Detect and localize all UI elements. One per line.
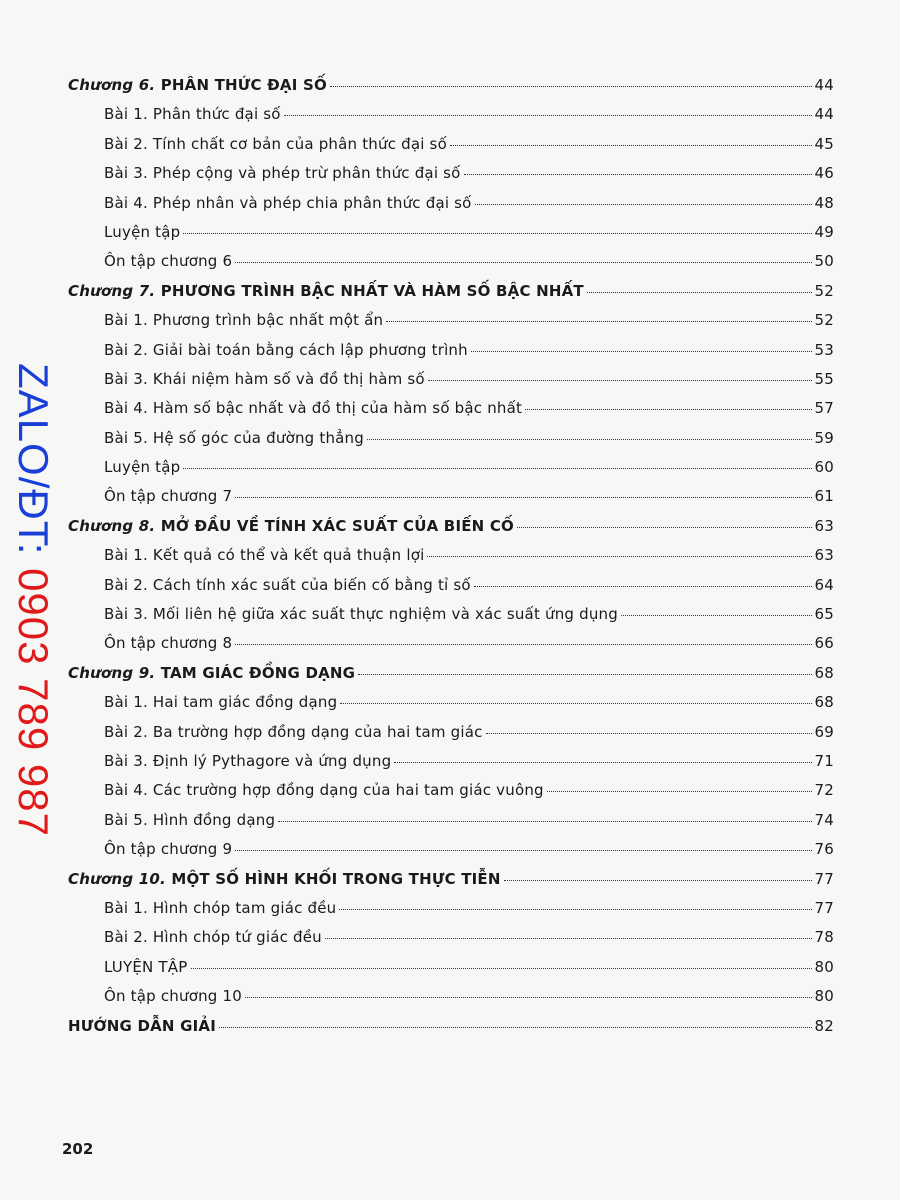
toc-entry-row: [68, 634, 834, 663]
toc-page-number: 65: [814, 605, 834, 624]
dot-leader: [235, 497, 811, 498]
toc-entry-row: [68, 723, 834, 752]
toc-page-number: 74: [814, 810, 834, 829]
chapter-number: Chương 8.: [68, 516, 156, 535]
toc-entry-row: [68, 811, 834, 840]
toc-entry-row: [68, 958, 834, 987]
dot-leader: [386, 321, 811, 322]
dot-leader: [235, 644, 811, 645]
toc-chapter-row: [68, 517, 834, 546]
toc-entry-row: [68, 429, 834, 458]
toc-entry-row: [68, 840, 834, 869]
watermark: [8, 300, 58, 900]
chapter-title: PHÂN THỨC ĐẠI SỐ: [160, 76, 327, 94]
toc-entry-label: [68, 664, 355, 682]
dot-leader: [235, 262, 811, 263]
toc-entry-row: [68, 987, 834, 1016]
toc-entry-label: Luyện tập: [104, 458, 181, 477]
toc-entry-row: [68, 752, 834, 781]
toc-entry-row: [68, 311, 834, 340]
toc-page-number: 63: [814, 516, 834, 535]
toc-page-number: 52: [814, 281, 834, 300]
toc-entry-label: Bài 4. Hàm số bậc nhất và đồ thị của hàm số bậc nhất: [104, 399, 523, 418]
toc-page-number: 61: [814, 487, 834, 506]
toc-page-number: 68: [814, 693, 834, 712]
toc-entry-label: Bài 5. Hệ số góc của đường thẳng: [104, 428, 364, 447]
dot-leader: [428, 380, 812, 381]
toc-page-number: 63: [814, 546, 834, 565]
toc-entry-label: Bài 1. Phương trình bậc nhất một ẩn: [104, 311, 384, 330]
watermark-text: [9, 363, 57, 837]
watermark-phone: 0903 789 987: [10, 568, 57, 837]
toc-page-number: 72: [814, 781, 834, 800]
toc-page-number: 59: [814, 428, 834, 447]
toc-entry-label: [68, 76, 327, 94]
toc-entry-label: Bài 1. Kết quả có thể và kết quả thuận lợi: [104, 546, 425, 565]
dot-leader: [427, 556, 811, 557]
toc-chapter-row: [68, 76, 834, 105]
toc-page-number: 60: [814, 458, 834, 477]
toc-entry-row: [68, 194, 834, 223]
toc-entry-label: Luyện tập: [104, 222, 181, 241]
dot-leader: [394, 762, 811, 763]
toc-page-number: 55: [814, 369, 834, 388]
dot-leader: [474, 586, 812, 587]
dot-leader: [464, 174, 812, 175]
dot-leader: [621, 615, 812, 616]
dot-leader: [547, 791, 812, 792]
toc-entry-label: Bài 3. Khái niệm hàm số và đồ thị hàm số: [104, 369, 425, 388]
dot-leader: [278, 821, 811, 822]
chapter-number: Chương 7.: [68, 281, 156, 300]
dot-leader: [504, 880, 812, 881]
toc-page-number: 64: [814, 575, 834, 594]
toc-page-number: 49: [814, 222, 834, 241]
toc-entry-label: Ôn tập chương 9: [104, 840, 233, 859]
toc-entry-label: Bài 4. Phép nhân và phép chia phân thức đại số: [104, 193, 472, 212]
chapter-title: MỘT SỐ HÌNH KHỐI TRONG THỰC TIỄN: [171, 869, 501, 888]
toc-page-number: 46: [814, 164, 834, 183]
table-of-contents: [68, 76, 834, 1046]
toc-entry-label: Ôn tập chương 6: [104, 252, 233, 271]
toc-entry-row: [68, 223, 834, 252]
dot-leader: [235, 850, 811, 851]
toc-page-number: 71: [814, 751, 834, 770]
toc-entry-label: Ôn tập chương 7: [104, 487, 233, 506]
toc-entry-row: [68, 252, 834, 281]
toc-entry-row: [68, 693, 834, 722]
toc-entry-label: [68, 870, 501, 888]
toc-chapter-row: [68, 664, 834, 693]
toc-entry-label: Bài 3. Mối liên hệ giữa xác suất thực nghiệm và xác suất ứng dụng: [104, 605, 618, 624]
dot-leader: [471, 351, 812, 352]
dot-leader: [525, 409, 811, 410]
toc-entry-row: [68, 928, 834, 957]
toc-entry-row: [68, 546, 834, 575]
toc-entry-row: [68, 458, 834, 487]
chapter-title: HƯỚNG DẪN GIẢI: [68, 1016, 216, 1035]
toc-entry-row: [68, 487, 834, 516]
toc-entry-row: [68, 135, 834, 164]
toc-entry-label: Bài 1. Hai tam giác đồng dạng: [104, 693, 338, 712]
toc-page-number: 52: [814, 311, 834, 330]
dot-leader: [284, 115, 812, 116]
toc-page-number: 82: [814, 1016, 834, 1035]
chapter-title: TAM GIÁC ĐỒNG DẠNG: [160, 663, 356, 682]
chapter-number: Chương 10.: [68, 869, 166, 888]
toc-entry-label: Bài 2. Ba trường hợp đồng dạng của hai tam giác: [104, 722, 483, 741]
dot-leader: [587, 292, 812, 293]
toc-page-number: 45: [814, 134, 834, 153]
toc-page-number: 44: [814, 76, 834, 94]
toc-entry-row: [68, 899, 834, 928]
toc-page-number: 57: [814, 399, 834, 418]
toc-entry-label: Bài 1. Hình chóp tam giác đều: [104, 898, 337, 917]
dot-leader: [183, 233, 811, 234]
toc-page-number: 44: [814, 105, 834, 124]
toc-entry-label: [68, 1017, 216, 1035]
chapter-title: PHƯƠNG TRÌNH BẬC NHẤT VÀ HÀM SỐ BẬC NHẤT: [160, 281, 584, 300]
dot-leader: [517, 527, 811, 528]
toc-entry-label: Bài 1. Phân thức đại số: [104, 105, 281, 124]
toc-entry-row: [68, 105, 834, 134]
toc-page-number: 48: [814, 193, 834, 212]
toc-page-number: 68: [814, 663, 834, 682]
toc-page-number: 69: [814, 722, 834, 741]
toc-page-number: 80: [814, 987, 834, 1006]
toc-entry-row: [68, 399, 834, 428]
dot-leader: [330, 86, 812, 87]
toc-page-number: 76: [814, 840, 834, 859]
dot-leader: [340, 703, 811, 704]
toc-entry-label: Bài 5. Hình đồng dạng: [104, 810, 276, 829]
toc-entry-label: Bài 3. Định lý Pythagore và ứng dụng: [104, 751, 392, 770]
toc-entry-row: [68, 605, 834, 634]
toc-chapter-row: [68, 1017, 834, 1046]
toc-entry-label: Bài 2. Giải bài toán bằng cách lập phương trình: [104, 340, 468, 359]
dot-leader: [339, 909, 811, 910]
toc-page-number: 66: [814, 634, 834, 653]
toc-entry-row: [68, 576, 834, 605]
dot-leader: [358, 674, 811, 675]
toc-page-number: 53: [814, 340, 834, 359]
toc-entry-label: Bài 2. Cách tính xác suất của biến cố bằng tỉ số: [104, 575, 471, 594]
chapter-number: Chương 6.: [68, 76, 156, 94]
chapter-title: MỞ ĐẦU VỀ TÍNH XÁC SUẤT CỦA BIẾN CỐ: [160, 516, 515, 535]
toc-entry-label: Ôn tập chương 8: [104, 634, 233, 653]
toc-entry-row: [68, 164, 834, 193]
toc-entry-label: Bài 4. Các trường hợp đồng dạng của hai tam giác vuông: [104, 781, 544, 800]
dot-leader: [245, 997, 812, 998]
toc-entry-label: LUYỆN TẬP: [104, 957, 188, 976]
dot-leader: [219, 1027, 812, 1028]
toc-page-number: 78: [814, 928, 834, 947]
dot-leader: [325, 938, 812, 939]
toc-page-number: 77: [814, 869, 834, 888]
toc-entry-label: [68, 282, 584, 300]
toc-entry-label: Ôn tập chương 10: [104, 987, 242, 1006]
chapter-number: Chương 9.: [68, 663, 156, 682]
toc-chapter-row: [68, 282, 834, 311]
toc-entry-label: [68, 517, 514, 535]
toc-entry-label: Bài 2. Tính chất cơ bản của phân thức đại số: [104, 134, 447, 153]
toc-entry-row: [68, 341, 834, 370]
toc-entry-row: [68, 370, 834, 399]
toc-page-number: 77: [814, 898, 834, 917]
dot-leader: [450, 145, 812, 146]
toc-entry-row: [68, 781, 834, 810]
watermark-zalo: ZALO/ĐT:: [10, 363, 57, 556]
dot-leader: [367, 439, 812, 440]
dot-leader: [183, 468, 811, 469]
page-number: 202: [62, 1140, 94, 1158]
toc-page-number: 50: [814, 252, 834, 271]
toc-page-number: 80: [814, 957, 834, 976]
toc-entry-label: Bài 3. Phép cộng và phép trừ phân thức đại số: [104, 164, 461, 183]
dot-leader: [191, 968, 812, 969]
dot-leader: [475, 204, 812, 205]
toc-chapter-row: [68, 870, 834, 899]
toc-entry-label: Bài 2. Hình chóp tứ giác đều: [104, 928, 322, 947]
dot-leader: [486, 733, 812, 734]
